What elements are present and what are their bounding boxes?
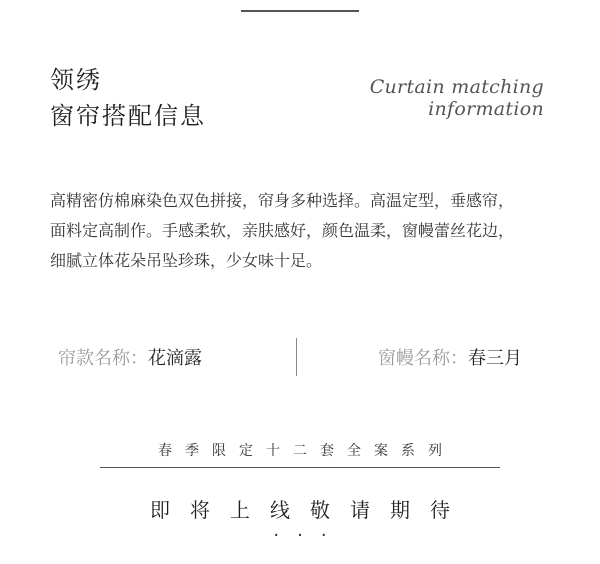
curtain-name-value: 花滴露 bbox=[148, 348, 202, 369]
coming-soon-text: 即将上线敬请期待 bbox=[150, 498, 470, 522]
valance-name bbox=[378, 344, 522, 370]
description-line-3: 细腻立体花朵吊坠珍珠，少女味十足。 bbox=[50, 251, 323, 270]
description-line-2: 面料定高制作。手感柔软，亲肤感好，颜色温柔，窗幔蕾丝花边， bbox=[50, 221, 515, 240]
series-divider bbox=[100, 467, 500, 468]
series-text: 春季限定十二套全案系列 bbox=[158, 443, 455, 459]
curtain-name-label: 帘款名称： bbox=[58, 348, 148, 369]
top-divider bbox=[241, 10, 359, 12]
ellipsis-dots: ··· bbox=[273, 525, 345, 546]
product-description bbox=[50, 186, 560, 276]
english-title bbox=[370, 76, 544, 120]
english-title-line-1: Curtain matching bbox=[369, 76, 544, 98]
valance-name-value: 春三月 bbox=[468, 348, 522, 369]
curtain-name bbox=[58, 344, 202, 370]
names-row bbox=[0, 338, 600, 378]
english-title-line-2: information bbox=[428, 98, 544, 120]
valance-name-label: 窗幔名称： bbox=[378, 348, 468, 369]
description-line-1: 高精密仿棉麻染色双色拼接，帘身多种选择。高温定型，垂感帘， bbox=[50, 191, 515, 210]
page-title: 窗帘搭配信息 bbox=[50, 102, 206, 130]
vertical-divider bbox=[296, 338, 297, 376]
title-block bbox=[50, 62, 206, 134]
brand-title: 领绣 bbox=[50, 66, 102, 94]
